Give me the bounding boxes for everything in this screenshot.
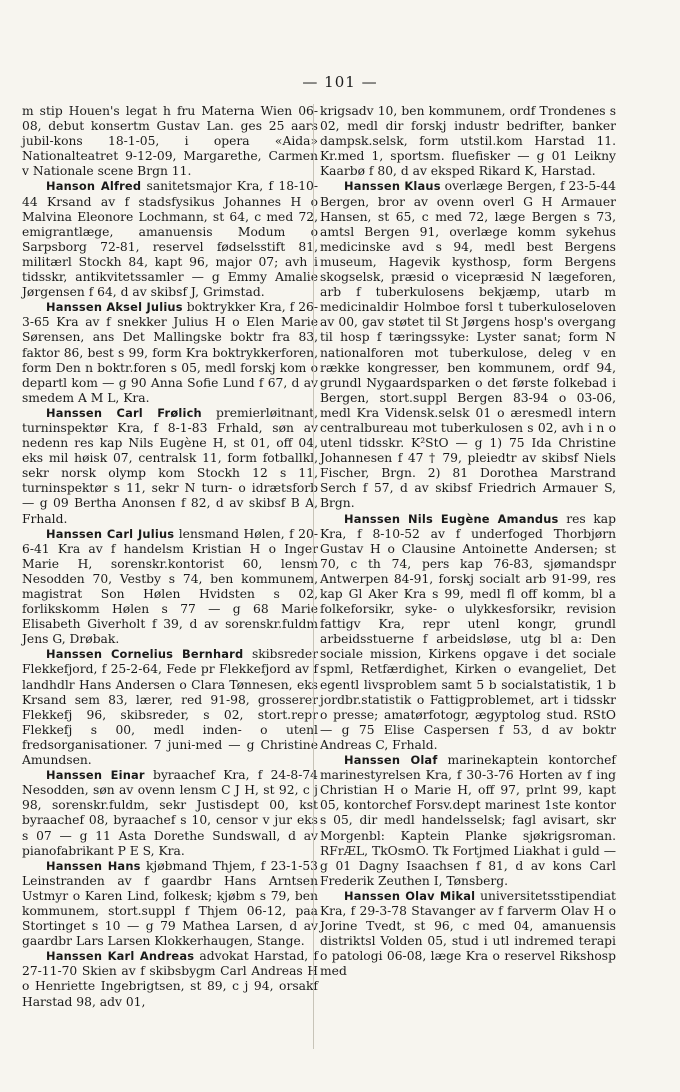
entry	[22, 104, 318, 179]
entry	[320, 753, 616, 889]
entry-name: Hanssen Olav Mikal	[344, 888, 476, 903]
entry-name: Hanssen Nils Eugène Amandus	[344, 511, 559, 526]
entry	[320, 512, 616, 754]
left-column	[22, 104, 318, 1010]
right-column	[320, 104, 616, 979]
entry-text: premierløitnant, turninspektør Kra, f 8-1-83 Frhald, søn av nedenn res kap Nils Eugène H, st 01, off 04, eks mil høisk 07, centralsk 11, form fotballkl, sekr norsk olymp kom Stockh 12 s 11, turninspektør s 11, sekr N turn- o idrætsforb — g 09 Bertha Anonsen f 82, d av skibsf B A, Frhald.	[22, 405, 319, 526]
entry-text: lensmand Hølen, f 20-6-41 Kra av f handelsm Kristian H o Inger Marie H, sorenskr.kontorist 60, lensm Nesodden 70, Vestby s 74, ben kommunem, magistrat Son Hølen Hvidsten s 02, forlikskomm Hølen s 77 — g 68 Marie Elisabeth Giverholt f 39, d av sorenskr.fuldm Jens G, Drøbak.	[22, 526, 318, 647]
column-divider	[313, 104, 314, 1049]
entry-name: Hanssen Klaus	[344, 179, 441, 194]
entry-name: Hanssen Einar	[46, 768, 145, 783]
entry	[22, 647, 318, 768]
entry	[320, 104, 616, 179]
entry	[22, 949, 318, 1009]
entry-text: res kap Kra, f 8-10-52 av f underfoged Thorbjørn Gustav H o Clausine Antoinette Andersen; st 70, c th 74, pers kap 76-83, sjømandspr Antwerpen 84-91, forskj socialt arb 91-99, res kap Gl Aker Kra s 99, medl fl off komm, bl a folkeforsikr, syke- o ulykkesforsikr, revision fattigv Kra, repr utenl kongr, grundl arbeidsstuerne f arbeidsløse, utg bl a: Den sociale mission, Kirkens opgave i det sociale spml, Retfærdighet, Kirken o evangeliet, Det egentl livsproblem samt 5 b socialstatistik, 1 b jordbr.statistik o Fattigproblemet, art i tidsskr o presse; amatørfotogr, ægyptolog stud. RStO — g 75 Elise Caspersen f 53, d av boktr Andreas C, Frhald.	[320, 511, 616, 752]
entry	[22, 859, 318, 950]
entry-name: Hanssen Karl Andreas	[46, 949, 195, 964]
entry-text: m stip Houen's legat h fru Materna Wien 06-08, debut konsertm Gustav Lan. ges 25 aars jubil-kons 18-1-05, i opera «Aida» Nationalteatret 9-12-09, Margarethe, Carmen v Nationale scene Brgn 11.	[22, 104, 318, 179]
entry-text: boktrykker Kra, f 26-3-65 Kra av f snekker Julius H o Elen Marie Sørensen, ans Det Mallingske boktr fra 83, faktor 86, best s 99, form Kra boktrykkerforen, form Den n boktr.foren s 05, medl forskj kom o departl kom — g 90 Anna Sofie Lund f 67, d av smedem A M L, Kra.	[22, 300, 318, 405]
entry-name: Hanssen Olaf	[344, 753, 438, 768]
page-number: — 101 —	[302, 73, 378, 91]
entry-text: sanitetsmajor Kra, f 18-10-44 Krsand av f stadsfysikus Johannes H o Malvina Eleonore Lochmann, st 64, c med 72, emigrantlæge, amanuensis Modum o Sarpsborg 72-81, reservel fødselsstift 81, militærl Stockh 84, kapt 96, major 07; avh i tidsskr, antikvitetssamler — g Emmy Amalie Jørgensen f 64, d av skibsf J, Grimstad.	[22, 179, 319, 300]
entry-name: Hanssen Hans	[46, 858, 141, 873]
entry-name: Hanssen Carl Julius	[46, 526, 175, 541]
entry	[22, 768, 318, 859]
entry	[320, 889, 616, 980]
entry-text: byraachef Kra, f 24-8-74 Nesodden, søn av ovenn lensm C J H, st 92, c j 98, sorenskr.fuldm, sekr Justisdept 00, kst byraachef 08, byraachef s 10, censor v jur eks s 07 — g 11 Asta Dorethe Sundswall, d av pianofabrikant P E S, Kra.	[22, 768, 318, 858]
entry-text: marinekaptein kontorchef marinestyrelsen Kra, f 30-3-76 Horten av f ing Christian H o Marie H, off 97, prlnt 99, kapt 05, kontorchef Forsv.dept marinest 1ste kontor s 05, dir medl handelsselsk; fagl avisart, skr Morgenbl: Kaptein Planke sjøkrigsroman. RFrÆL, TkOsmO. Tk Fortjmed Liakhat i guld — g 01 Dagny Isaachsen f 81, d av kons Carl Frederik Zeuthen I, Tønsberg.	[320, 753, 616, 888]
entry	[320, 179, 616, 511]
entry-text: kjøbmand Thjem, f 23-1-53 Leinstranden av f gaardbr Hans Arntsen Ustmyr o Karen Lind, folkesk; kjøbm s 79, ben kommunem, stort.suppl f Thjem 06-12, paa Stortinget s 10 — g 79 Mathea Larsen, d av gaardbr Lars Larsen Klokkerhaugen, Stange.	[22, 858, 319, 949]
entry	[22, 527, 318, 648]
entry-name: Hanson Alfred	[46, 179, 142, 194]
entry-text: advokat Harstad, f 27-11-70 Skien av f skibsbygm Carl Andreas H o Henriette Ingebrigtsen, st 89, c j 94, orsakf Harstad 98, adv 01,	[22, 949, 318, 1009]
entry-name: Hanssen Carl Frølich	[46, 405, 202, 420]
entry-text: overlæge Bergen, f 23-5-44 Bergen, bror av ovenn overl G H Armauer Hansen, st 65, c med 72, læge Bergen s 73, amtsl Bergen 91, overlæge komm sykehus medicinske avd s 94, medl best Bergens museum, Hagevik kysthosp, form Bergens skogselsk, præsid o vicepræsid N lægeforen, arb f tuberkulosens bekjæmp, utarb m medicinaldir Holmboe forsl t tuberkuloseloven av 00, gav støtet til St Jørgens hosp's overgang til hosp f tæringssyke: Lyster sanat; form N nationalforen mot tuberkulose, deleg v en række kongresser, ben kommunem, ordf 94, grundl Nygaardsparken o det første folkebad i Bergen, stort.suppl Bergen 83-94 o 03-06, medl Kra Vidensk.selsk 01 o æresmedl intern centralbureau mot tuberkulosen s 02, avh i n o utenl tidsskr. K²StO — g 1) 75 Ida Christine Johannesen f 47 † 79, pleiedtr av skibsf Niels Fischer, Brgn. 2) 81 Dorothea Marstrand Serch f 57, d av skibsf Friedrich Armauer S, Brgn.	[320, 179, 616, 511]
entry-text: krigsadv 10, ben kommunem, ordf Trondenes s 02, medl dir forskj industr bedrifter, banker dampsk.selsk, form utstil.kom Harstad 11. Kr.med 1, sportsm. fluefisker — g 01 Leikny Kaarbø f 80, d av eksped Rikard K, Harstad.	[320, 104, 616, 179]
entry	[22, 300, 318, 406]
entry-name: Hanssen Aksel Julius	[46, 300, 183, 315]
entry-text: skibsreder Flekkefjord, f 25-2-64, Fede pr Flekkefjord av f landhdlr Hans Andersen o Clara Tønnesen, eks Krsand sem 83, lærer, red 91-98, grosserer Flekkefj 96, skibsreder, s 02, stort.repr Flekkefj s 00, medl inden- o utenl fredsorganisationer. 7 juni-med — g Christine Amundsen.	[22, 647, 319, 768]
entry-text: universitetsstipendiat Kra, f 29-3-78 Stavanger av f farverm Olav H o Jorine Tvedt, st 96, c med 04, amanuensis distriktsl Volden 05, stud i utl indremed terapi o patologi 06-08, læge Kra o reservel Rikshosp med	[320, 888, 616, 979]
entry	[22, 406, 318, 527]
entry-name: Hanssen Cornelius Bernhard	[46, 647, 244, 662]
entry	[22, 179, 318, 300]
